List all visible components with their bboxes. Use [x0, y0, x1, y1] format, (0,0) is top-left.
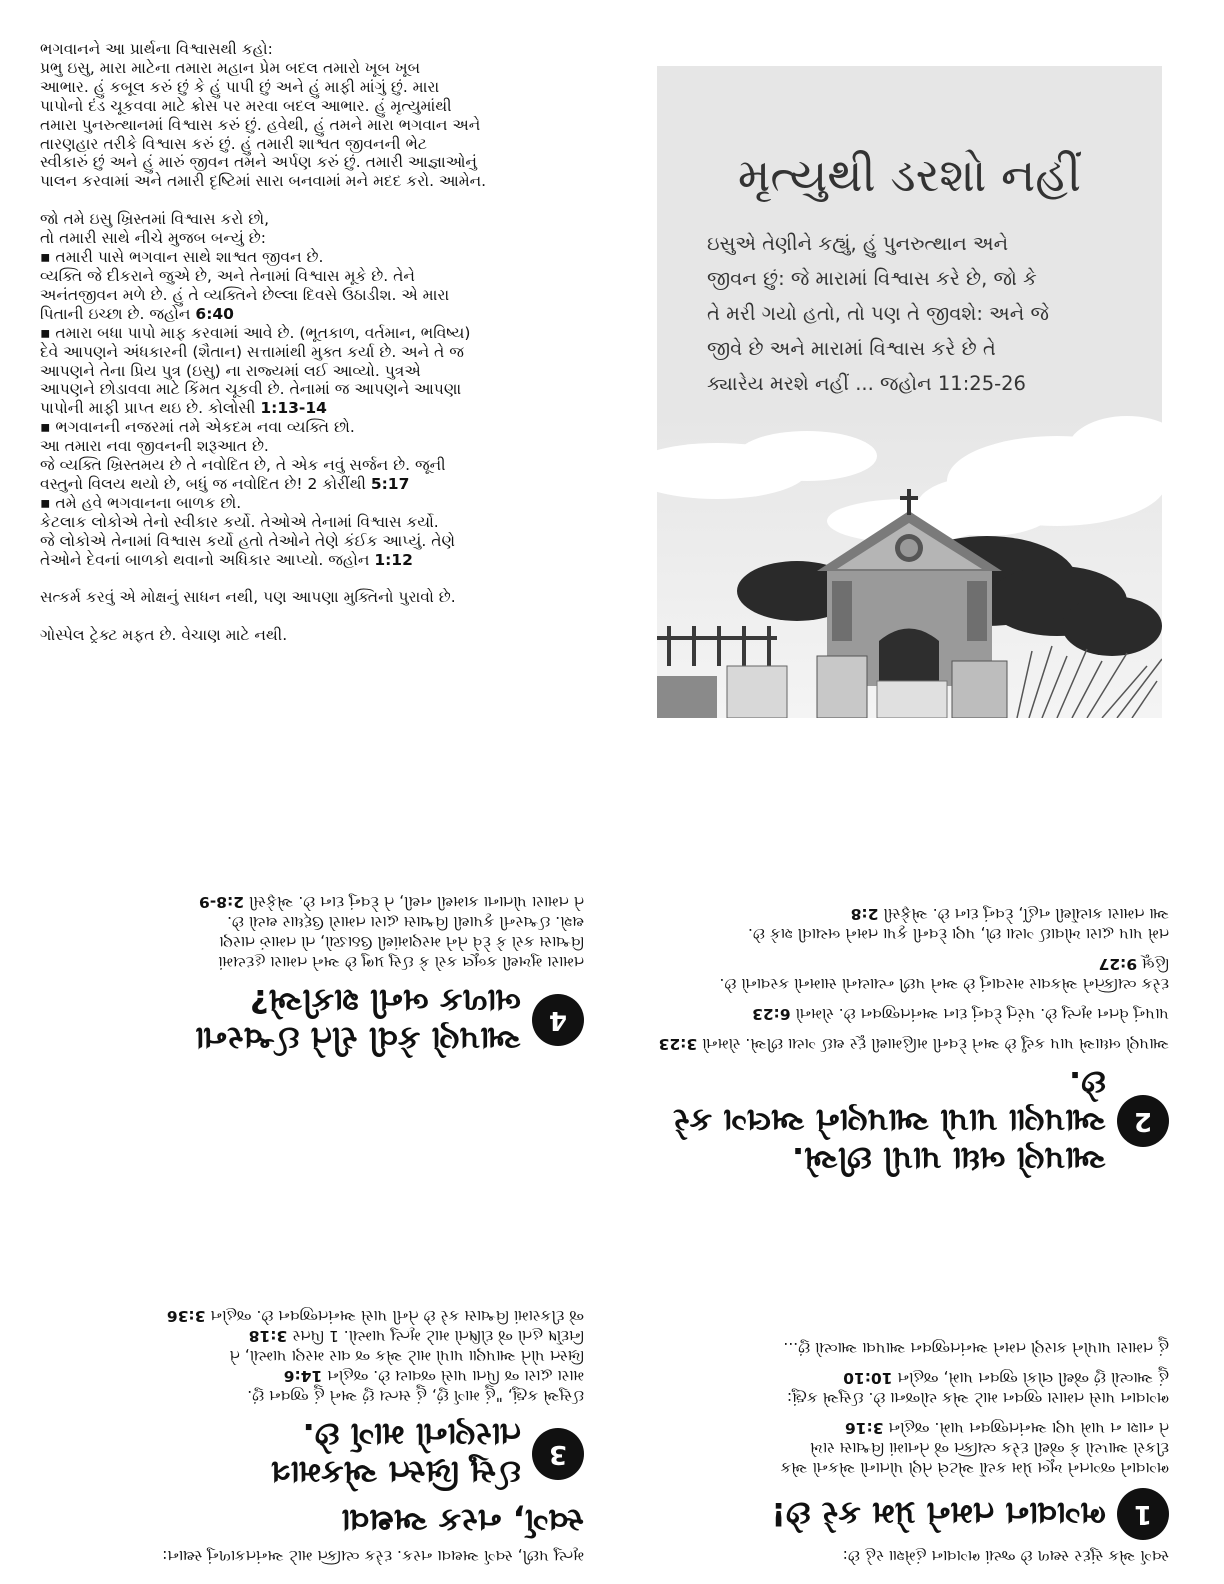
verse-ref: 3:36 [166, 1307, 206, 1325]
bullet-text: જે લોકોએ તેનામાં વિશ્વાસ કર્યો હતો તેઓને તેણે કંઈક આપ્યું. તેણે [40, 531, 455, 550]
bullet-title: ▪ ભગવાનની નજરમાં તમે એકદમ નવા વ્યક્તિ છો. [40, 418, 355, 437]
panel-we-are-sinners [629, 904, 1169, 1184]
believe-intro: તો તમારી સાથે નીચે મુજબ બન્યું છે: [40, 229, 266, 248]
bullet-text: કેટલાક લોકોએ તેનો સ્વીકાર કર્યો. તેઓએ તેનામાં વિશ્વાસ કર્યો. [40, 512, 439, 531]
panel-body-line: તે નાશ ન પામે પણ અનંતજીવન પામે. જહોન 3:16 [844, 1419, 1169, 1437]
step-number-badge: 2 [1117, 1095, 1169, 1147]
bullet-text: તેઓને દેવનાં બાળકો થવાનો અધિકાર આપ્યો. જહોન 1:12 [40, 550, 413, 569]
panel-body-line: વિશ્વાસ કરો કે દેવે તેને મરણમાંથી ઉઠાડ્યો, તો તમારું તારણ [219, 933, 584, 951]
cover-panel [657, 66, 1162, 718]
bullet-text: પાપોની માફી પ્રાપ્ત થઇ છે. કોલોસી 1:13-14 [40, 399, 327, 418]
verse-ref: 10:10 [843, 1369, 893, 1387]
panel-pre-line: સ્વર્ગ એક સુંદર સ્થળ છે જ્યાં ભગવાન હંમેશા રહે છે: [842, 1547, 1169, 1565]
verse-ref: 6:23 [752, 1005, 791, 1023]
prayer-line: પાપોનો દંડ ચૂકવવા માટે ક્રોસ પર મરવા બદલ આભાર. હું મૃત્યુમાંથી [40, 96, 452, 115]
step-number-badge: 3 [532, 1428, 584, 1480]
step-number-badge: 4 [532, 994, 584, 1046]
bullet-title: ▪ તમે હવે ભગવાનના બાળક છો. [40, 493, 242, 512]
panel-body-line: તમારા મુખથી કબૂલ કરો કે ઈસુ પ્રભુ છે અને તમારા હૃદયમાં [218, 953, 584, 971]
verse-ref: 3:18 [248, 1327, 288, 1345]
panel-body-line: આ તમારા કાર્યોથી નહીં, દેવનું દાન છે. એફેસી 2:8 [850, 905, 1169, 923]
panel-body-line: હિબ્રૂ 9:27 [1098, 955, 1169, 973]
bullet-title: ▪ તમારા બધા પાપો માફ કરવામાં આવે છે. (ભૂતકાળ, વર્તમાન, ભવિષ્ય) [40, 323, 471, 342]
panel-heading [44, 1416, 584, 1492]
bullet-text: વ્યક્તિ જે દીકરાને જુએ છે, અને તેનામાં વિશ્વાસ મૂકે છે. તેને [40, 266, 415, 285]
panel-heading [629, 1488, 1169, 1540]
panel-body-line: ભગવાને જગતને ખૂબ પ્રેમ કર્યો એટલે તેણે પોતાનો એકનો એક [780, 1459, 1169, 1477]
bullet-text: વસ્તુનો વિલય થયો છે, બધું જ નવોદિત છે! 2 કોરીંથી 5:17 [40, 474, 410, 493]
panel-pre-line: મૃત્યુ પછી, સ્વર્ગ અથવા નરક. દરેક વ્યક્તિ માટે અનંતકાળનું સ્થાન: [162, 1547, 584, 1565]
cover-verse-line: તે મરી ગયો હતો, તો પણ તે જીવશે: અને જે [707, 302, 1049, 325]
panel-body-line: હું તમારા પાપોને કારણે તમને અનંતજીવન આપવા આવ્યો છું... [783, 1339, 1169, 1357]
cover-verse-line: જીવે છે અને મારામાં વિશ્વાસ કરે છે તે [707, 337, 996, 360]
verse-ref: 3:16 [844, 1419, 884, 1437]
prayer-line: તારણહાર તરીકે વિશ્વાસ કરું છું. હું તમારી શાશ્વત જીવનની ભેટ [40, 134, 427, 153]
bullet-text: દેવે આપણને અંધકારની (શૈતાન) સત્તામાંથી મુક્ત કર્યા છે. અને તે જ [40, 342, 464, 361]
bullet-title: ▪ તમારી પાસે ભગવાન સાથે શાશ્વત જીવન છે. [40, 248, 324, 267]
panel-body-line: પાપનું વેતન મૃત્યુ છે. પરંતુ દેવનું દાન અનંતજીવન છે. રોમનો 6:23 [752, 1005, 1169, 1023]
panel-heading-line: તારણનો માર્ગ છે. [302, 1416, 521, 1454]
panel-jesus-only-way [44, 1306, 584, 1566]
panel-body-line: નિર્દોષ હતો જે દોષિતો માટે મૃત્યુ પામ્યો. 1 પિતર 3:18 [248, 1327, 584, 1345]
verse-ref: 5:17 [370, 474, 410, 493]
cover-verse-line: ઇસુએ તેણીને કહ્યું, હું પુનરુત્થાન અને [707, 232, 1009, 255]
cover-verse [707, 226, 1137, 401]
verse-ref: 14:6 [283, 1367, 323, 1385]
cover-verse-line: જીવન છું: જે મારામાં વિશ્વાસ કરે છે, જો કે [707, 267, 1037, 290]
prayer-intro: ભગવાનને આ પ્રાર્થના વિશ્વાસથી કહો: [40, 40, 273, 58]
cover-verse-line: ક્યારેય મરશે નહીં ... જહોન 11:25-26 [707, 372, 1026, 395]
panel-body-line: દરેક વ્યક્તિને એકવાર મરવાનું છે અને પછી ન્યાયનો સામનો કરવાનો છે. [719, 975, 1169, 993]
free-tract-note: ગોસ્પેલ ટ્રેક્ટ મફત છે. વેચાણ માટે નથી. [40, 626, 288, 645]
prayer-line: તમારા પુનરુત્થાનમાં વિશ્વાસ કરું છું. હવેથી, હું તમને મારા ભગવાન અને [40, 115, 481, 134]
prayer-line: આભાર. હું કબૂલ કરું છું કે હું પાપી છું અને હું માફી માંગું છું. મારા [40, 77, 440, 96]
panel-body-line: તે તમારા પોતાના કામથી નથી, તે દેવનું દાન છે. એફેસી 2:8-9 [198, 893, 584, 911]
panel-body-line: તમે પાપ દ્વારા ખોવાઈ ગયા છો, પણ દેવની કૃપા તમને બચાવી શકે છે. [747, 925, 1169, 943]
panel-body-line: જે દીકરામાં વિશ્વાસ કરે છે તેની પાસે અનંતજીવન છે. જહોન 3:36 [166, 1307, 584, 1325]
bullet-text: આપણને છોડાવવા માટે કિંમત ચૂકવી છે. તેનામાં જ આપણને આપણા [40, 380, 462, 399]
panel-god-loves-you [629, 1338, 1169, 1566]
church-cemetery-photo [657, 411, 1162, 718]
panel-heading-text [195, 982, 521, 1058]
panel-body-line: મારા દ્વારા જ પિતા પાસે જવાય છે. જહોન 14:6 [283, 1367, 584, 1385]
panel-body-line: હું આવ્યો છું જેથી લોકો જીવન પામે, જહોન 10:10 [843, 1369, 1169, 1387]
verse-ref: 3:23 [658, 1035, 698, 1053]
panel-heading-text [271, 1416, 521, 1492]
good-works-note: સત્કર્મ કરવું એ મોક્ષનું સાધન નથી, પણ આપણા મુક્તિનો પુરાવો છે. [40, 588, 456, 607]
verse-ref: 9:27 [1098, 955, 1138, 973]
panel-heading-text: ભગવાન તમને પ્રેમ કરે છે! [771, 1495, 1106, 1533]
bullet-text: પિતાની ઇચ્છા છે. જહોન 6:40 [40, 304, 234, 323]
panel-heading-line: આપણે બધા પાપી છીએ. [791, 1140, 1106, 1178]
prayer-line: પ્રભુ ઇસુ, મારા માટેના તમારા મહાન પ્રેમ બદલ તમારો ખૂબ ખૂબ [40, 58, 421, 77]
bullet-text: આપણને તેના પ્રિય પુત્ર (ઇસુ) ના રાજ્યમાં લઈ આવ્યો. પુત્રએ [40, 361, 421, 380]
verse-ref: 1:12 [374, 550, 413, 569]
panel-body-line: થશે. ઈશ્વરની કૃપાથી વિશ્વાસ દ્વારા તમારો ઉદ્ધાર થયો છે. [227, 913, 584, 931]
bullet-text: આ તમારા નવા જીવનની શરૂઆત છે. [40, 437, 269, 456]
panel-become-gods-child [44, 892, 584, 1064]
prayer-line: સ્વીકારું છું અને હું મારું જીવન તમને અર્પણ કરું છું. તમારી આજ્ઞાઓનું [40, 153, 477, 172]
panel-body-line: ખ્રિસ્ત પોતે આપણા પાપો માટે એક જ વાર મરણ પામ્યો, તે [229, 1347, 584, 1365]
believe-intro: જો તમે ઇસુ ખ્રિસ્તમાં વિશ્વાસ કરો છો, [40, 210, 270, 229]
step-number-badge: 1 [1117, 1488, 1169, 1540]
panel-body-line: દીકરો આપ્યો કે જેથી દરેક વ્યક્તિ જે તેનામાં વિશ્વાસ રાખે [810, 1439, 1169, 1457]
bullet-text: અનંતજીવન મળે છે. હું તે વ્યક્તિને છેલ્લા દિવસે ઉઠાડીશ. એ મારા [40, 285, 450, 304]
prayer-line: પાલન કરવામાં અને તમારી દૃષ્ટિમાં સારા બનવામાં મને મદદ કરો. આમેન. [40, 172, 487, 191]
bullet-text: જે વ્યક્તિ ખ્રિસ્તમય છે તે નવોદિત છે, તે એક નવું સર્જન છે. જૂની [40, 456, 446, 475]
cover-title: મૃત્યુથી ડરશો નહીં [737, 148, 1082, 202]
panel-heading-top: સ્વર્ગ, નરક અથવા [341, 1502, 584, 1540]
prayer-section [40, 40, 600, 645]
verse-ref: 6:40 [195, 304, 234, 323]
inside-panels-upside-down [0, 792, 1224, 1584]
panel-heading-line: આપણા પાપો આપણને અલગ કરે છે. [673, 1064, 1106, 1140]
panel-body-line: ઈસુએ કહ્યું, "હું માર્ગ છું, હું સત્ય છું અને હું જીવન છું. [247, 1387, 584, 1405]
panel-heading-text [636, 1064, 1106, 1178]
panel-heading [44, 982, 584, 1058]
panel-heading [629, 1064, 1169, 1178]
verse-ref: 1:13-14 [260, 399, 327, 418]
panel-heading-line: ઈસુ ખ્રિસ્ત એકમાત્ર [270, 1454, 521, 1492]
verse-ref: 2:8-9 [198, 893, 244, 911]
panel-heading-line: આપણે કેવી રીતે ઈશ્વરના [195, 1020, 521, 1058]
panel-body-line: આપણે બધાએ પાપ કર્યું છે અને દેવની મહિમાથી દૂર થઈ ગયા છીએ. રોમનો 3:23 [658, 1035, 1169, 1053]
verse-ref: 2:8 [850, 905, 879, 923]
panel-body-line: ભગવાન પાસે તમારા જીવન માટે એક યોજના છે. ઈસુએ કહ્યું: [786, 1389, 1169, 1407]
panel-heading-line: બાળક બની શકીએ? [250, 982, 521, 1020]
